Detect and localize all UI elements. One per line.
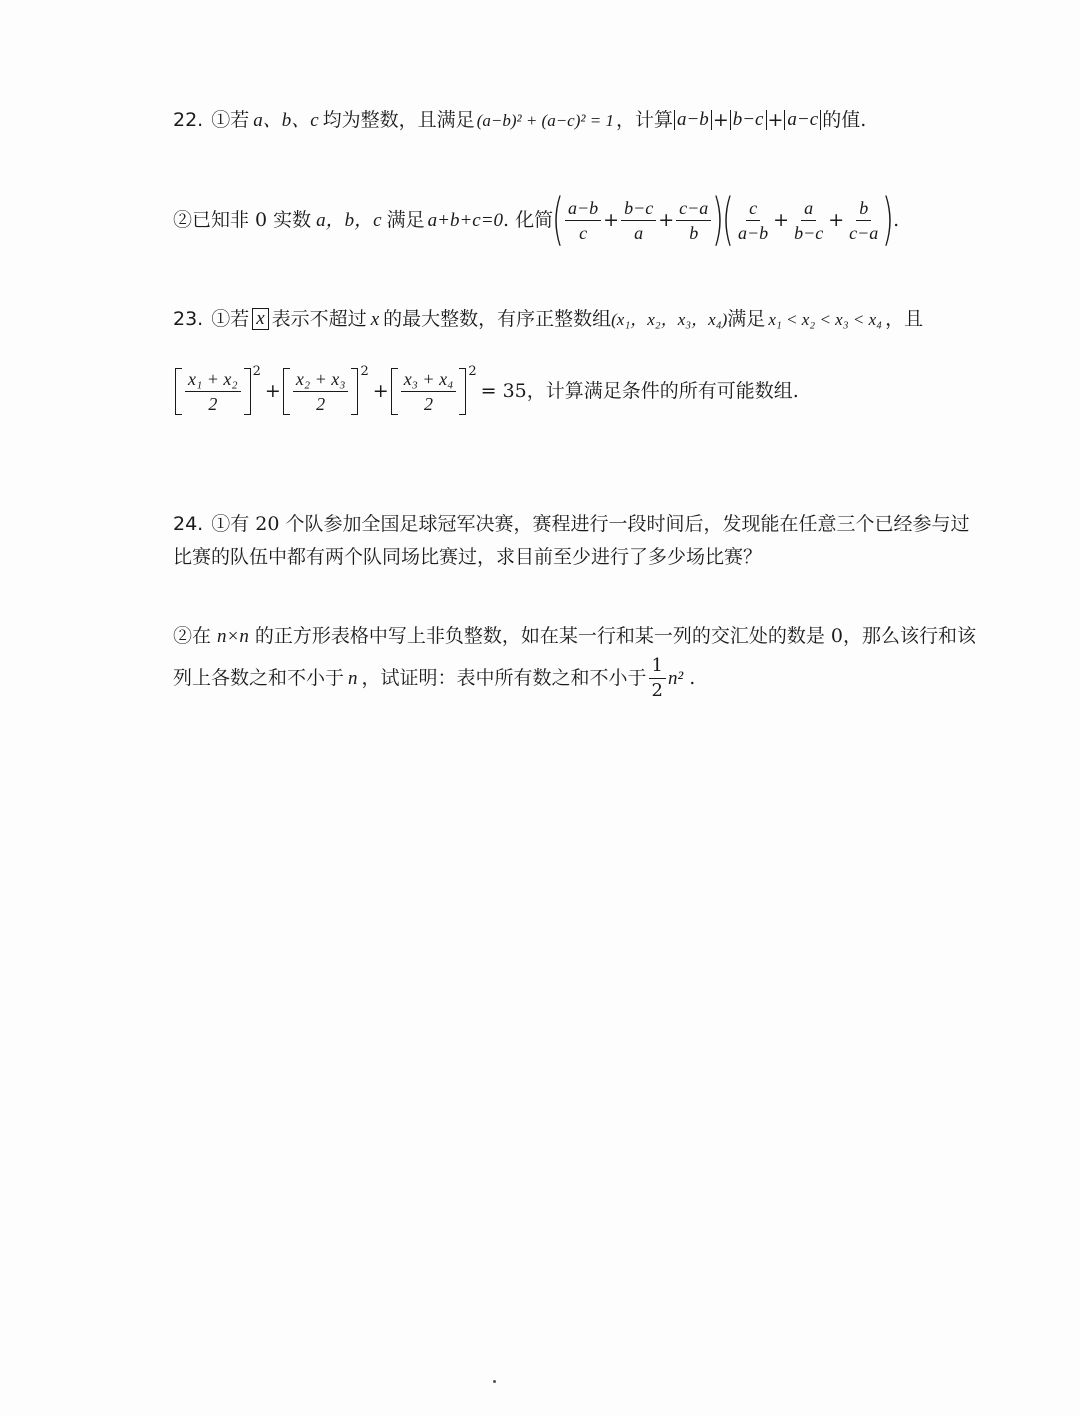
q23-text-e: ，且 <box>885 307 924 330</box>
fraction: $\frac{b}{c-a}$ <box>849 197 879 243</box>
q23-text-d: 满足 <box>727 307 766 330</box>
q24-part2-line2 <box>173 657 695 700</box>
q22-abs-ab: a−b <box>674 110 712 130</box>
fraction: $\frac{b-c}{a}$ <box>621 199 656 242</box>
floor-bracket-2: $\frac{\text{x₂ + x₃}}{2}$ <box>283 368 359 415</box>
plus-sign: + <box>773 208 790 231</box>
square-exponent: 2 <box>468 364 477 379</box>
q24-line1 <box>173 515 969 534</box>
q22-p1-text-b: 均为整数，且满足 <box>322 108 475 131</box>
q23-text-b: 表示不超过 <box>271 307 367 330</box>
q24-nxn: n×n <box>217 626 249 647</box>
plus-sign: + <box>767 108 784 131</box>
floor-bracket-3: $\frac{\text{x₃ + x₄}}{2}$ <box>391 368 467 415</box>
q22-p1-text-d: 的值. <box>822 108 867 131</box>
q23-tuple: (x₁，x₂，x₃，x₄) <box>611 309 728 329</box>
q24-line2 <box>173 548 762 567</box>
q23-text-a: ①若 <box>211 307 250 330</box>
fraction: $\frac{c-a}{b}$ <box>676 199 711 242</box>
q23-inequality: x₁ < x₂ < x₃ < x₄ <box>768 309 883 329</box>
q23-var-x: x <box>370 308 380 330</box>
q22-p2-end: . <box>893 208 900 231</box>
q24-p1-line1: ①有 20 个队参加全国足球冠军决赛，赛程进行一段时间后，发现能在任意三个已经参与过 <box>211 513 970 535</box>
plus-sign: + <box>264 380 281 402</box>
q24-p2-line2-b: ，试证明：表中所有数之和不小于 <box>361 667 647 689</box>
q22-p2-text-b: 满足 <box>386 208 425 231</box>
fraction: $\frac{a}{b-c}$ <box>794 197 824 243</box>
q22-abs-bc: b−c <box>730 110 767 130</box>
q24-p1-line2: 比赛的队伍中都有两个队同场比赛过，求目前至少进行了多少场比赛？ <box>173 546 763 568</box>
plus-sign: + <box>828 208 845 231</box>
q22-part2 <box>173 187 900 252</box>
q24-var-n: n <box>348 668 358 689</box>
floor-bracket-1: $\frac{\text{x₁ + x₂}}{2}$ <box>175 368 251 415</box>
q23-line1 <box>173 308 923 330</box>
square-exponent: 2 <box>252 364 261 379</box>
q22-part1 <box>173 110 866 130</box>
q23-number: 23. <box>173 307 204 330</box>
q22-abs-ac: a−c <box>784 110 821 130</box>
plus-sign: + <box>603 208 620 231</box>
q23-equals: = 35 <box>480 380 527 402</box>
q23-text-c: 的最大整数，有序正整数组 <box>383 307 612 330</box>
fraction: $\frac{a-b}{c}$ <box>565 199 601 242</box>
q22-p1-equation: (a−b)² + (a−c)² = 1 <box>476 110 614 130</box>
one-half-fraction: $\frac{1}{2}$ <box>649 657 666 700</box>
left-paren: ( <box>722 187 735 252</box>
q22-p2-condition: a+b+c=0 <box>427 209 504 231</box>
q24-p2-text-b: 的正方形表格中写上非负整数，如在某一行和某一列的交汇处的数是 0，那么该行和该 <box>254 625 976 647</box>
fraction: $\frac{c}{a-b}$ <box>737 197 769 243</box>
q22-number: 22. <box>173 108 204 131</box>
right-paren: ) <box>712 187 725 252</box>
q23-line2 <box>173 364 799 415</box>
q24-p2-line2-a: 列上各数之和不小于 <box>173 667 345 689</box>
square-exponent: 2 <box>360 364 369 379</box>
q24-part2-line1 <box>173 627 976 646</box>
q22-p1-text-c: ，计算 <box>615 108 673 131</box>
plus-sign: + <box>372 380 389 402</box>
q24-p2-text-a: ②在 <box>173 625 212 647</box>
q22-p2-vars: a，b，c <box>316 209 382 231</box>
n-squared: n² <box>667 668 684 689</box>
plus-sign: + <box>658 208 675 231</box>
q24-end: . <box>689 667 696 689</box>
right-paren: ) <box>882 187 895 252</box>
q22-p2-text-c: . 化简 <box>503 208 554 231</box>
floor-bracket-x: x <box>252 308 268 330</box>
q23-text-f: ，计算满足条件的所有可能数组. <box>526 380 799 402</box>
q24-number: 24. <box>173 513 204 535</box>
plus-sign: + <box>712 108 729 131</box>
q22-p1-vars: a、b、c <box>253 109 319 131</box>
left-paren: ( <box>552 187 565 252</box>
q22-p2-text-a: ②已知非 0 实数 <box>173 208 312 231</box>
page-dot <box>493 1380 496 1383</box>
q22-p1-text-a: ①若 <box>211 108 250 131</box>
